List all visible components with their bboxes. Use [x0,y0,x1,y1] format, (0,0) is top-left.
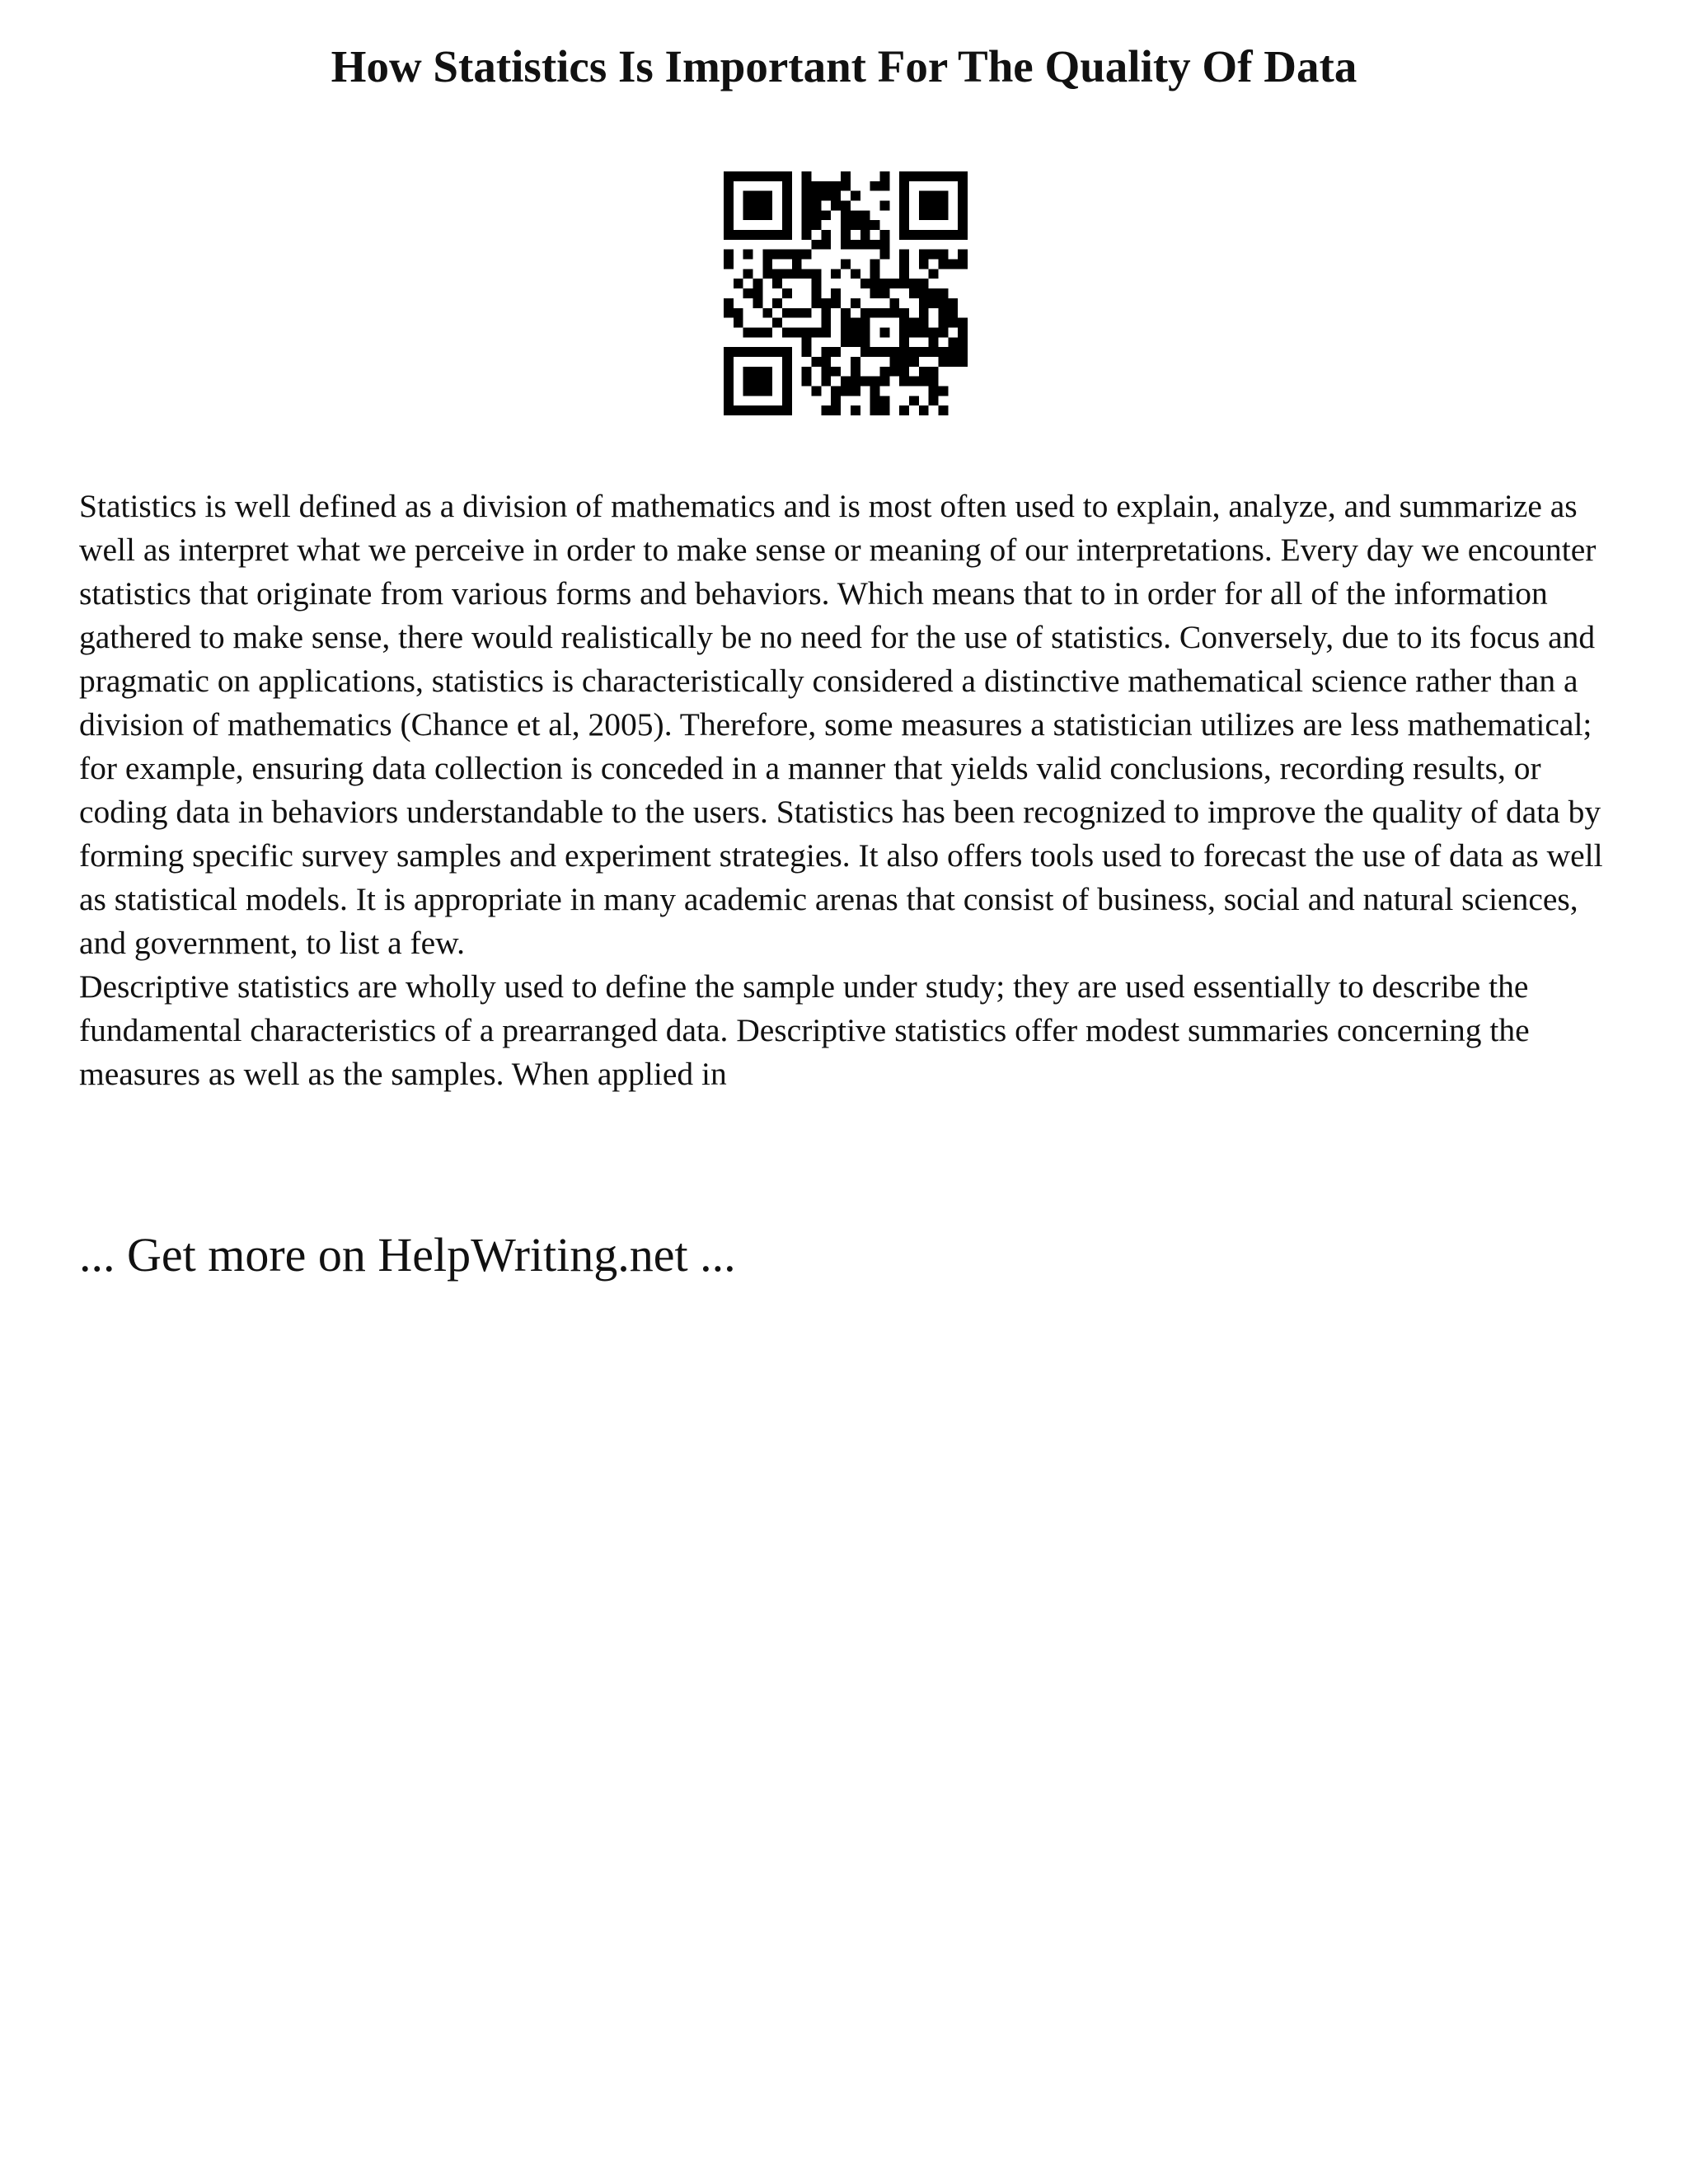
paragraph-2: Descriptive statistics are wholly used to define the sample under study; they are used essentially to describe the fundamental characteristics of a prearranged data. Descriptive statistics offer modest summaries concerning the measures as well as the samples. When applied in [79,968,1530,1092]
qr-code-graphic [724,171,968,415]
qr-code-icon [724,171,968,415]
article-body [79,485,1629,1096]
get-more-link[interactable]: ... Get more on HelpWriting.net ... [79,1228,736,1282]
page-title: How Statistics Is Important For The Quality Of Data [331,41,1357,91]
paragraph-1: Statistics is well defined as a division of mathematics and is most often used to explain, analyze, and summarize as well as interpret what we perceive in order to make sense or meaning of our interpretations. Every day we encounter statistics that originate from various forms and behaviors. Which means that to in order for all of the information gathered to make sense, there would realistically be no need for the use of statistics. Conversely, due to its focus and pragmatic on applications, statistics is characteristically considered a distinctive mathematical science rather than a division of mathematics (Chance et al, 2005). Therefore, some measures a statistician utilizes are less mathematical; for example, ensuring data collection is conceded in a manner that yields valid conclusions, recording results, or coding data in behaviors understandable to the users. Statistics has been recognized to improve the quality of data by forming specific survey samples and experiment strategies. It also offers tools used to forecast the use of data as well as statistical models. It is appropriate in many academic arenas that consist of business, social and natural sciences, and government, to list a few. [79,488,1603,961]
